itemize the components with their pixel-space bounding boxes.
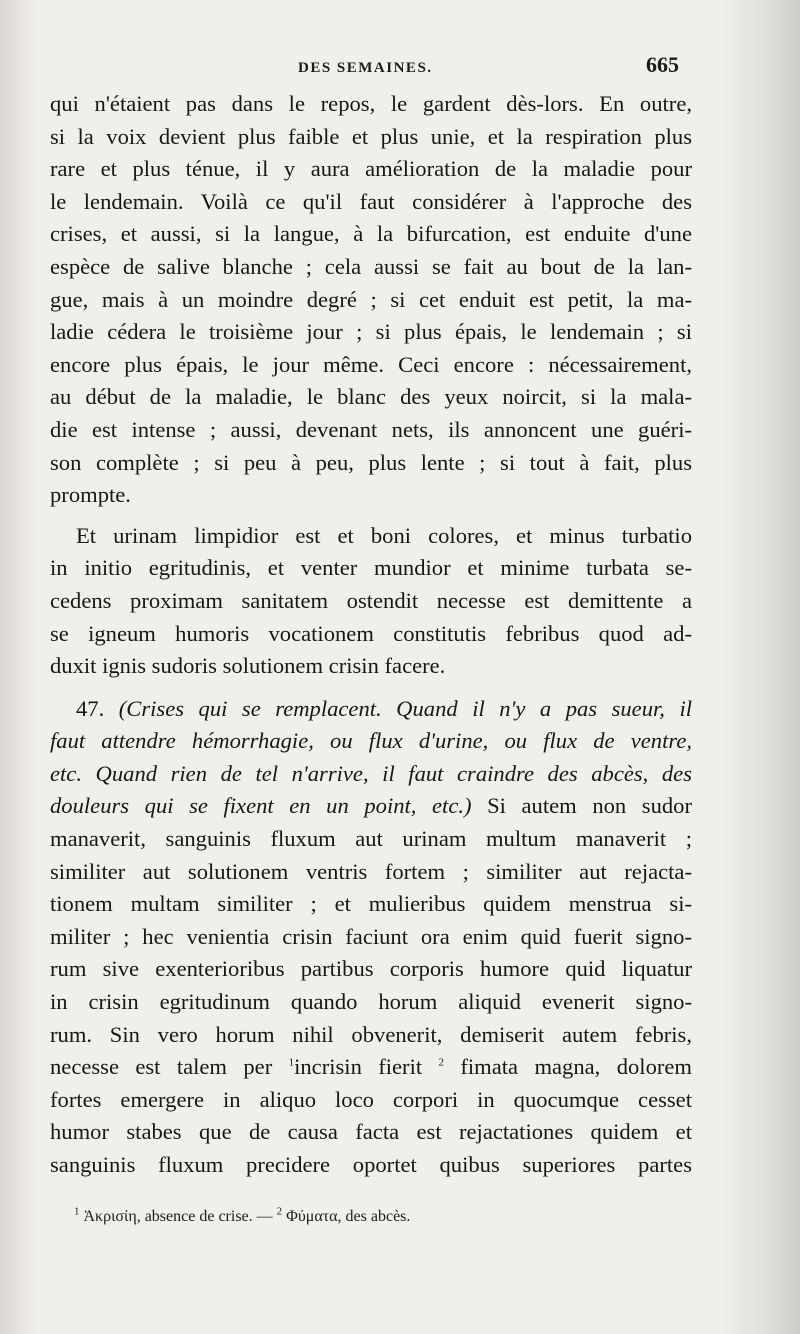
text-line: prompte. (50, 482, 131, 508)
footnote-1-text: absence de crise. — (140, 1208, 277, 1225)
footnote-1-mark: 1 (74, 1205, 80, 1218)
page-right-shadow (720, 0, 800, 1334)
text-run: necesse est talem per (50, 1054, 289, 1080)
paragraph-latin-text (50, 520, 692, 683)
text-line: espèce de salive blanche ; cela aussi se fait au bout de la lan- (50, 253, 692, 279)
section-47-first-line (50, 693, 692, 726)
text-run: fimata magna, dolorem (444, 1054, 692, 1080)
italic-summary-line: (Crises qui se remplacent. Quand il n'y a pas sueur, il (118, 695, 692, 721)
text-line: rum. Sin vero horum nihil obvenerit, demiserit autem febris, (50, 1021, 692, 1047)
text-line: manaverit, sanguinis fluxum aut urinam multum manaverit ; (50, 826, 692, 852)
footnote-2-term: Φύματα, (286, 1208, 342, 1225)
text-line: crises, et aussi, si la langue, à la bifurcation, est enduite d'une (50, 221, 692, 247)
text-line: similiter aut solutionem ventris fortem ; similiter aut rejacta- (50, 858, 692, 884)
footnote-2-mark: 2 (276, 1205, 283, 1218)
text-line: gue, mais à un moindre degré ; si cet enduit est petit, la ma- (50, 286, 692, 312)
paragraph-section-47 (50, 693, 692, 1182)
text-line: sanguinis fluxum precidere oportet quibus superiores partes (50, 1152, 692, 1177)
text-line: son complète ; si peu à peu, plus lente ; si tout à fait, plus (50, 449, 692, 475)
text-line: se igneum humoris vocationem constitutis febribus quod ad- (50, 620, 692, 646)
page-header (0, 52, 800, 86)
mixed-line (50, 790, 692, 823)
text-line: fortes emergere in aliquo loco corpori in quocumque cesset (50, 1086, 692, 1112)
italic-summary-line: etc. Quand rien de tel n'arrive, il faut craindre des abcès, des (50, 760, 692, 786)
latin-start: Si autem non sudor (471, 793, 692, 819)
text-line: encore plus épais, le jour même. Ceci encore : nécessairement, (50, 351, 692, 377)
paragraph-french-translation (50, 88, 692, 512)
text-line: si la voix devient plus faible et plus unie, et la respiration plus (50, 123, 692, 149)
text-line: die est intense ; aussi, devenant nets, ils annoncent une guéri- (50, 416, 692, 442)
text-line: rum sive exenterioribus partibus corporis humore quid liquatur (50, 956, 692, 982)
running-head: DES SEMAINES. (298, 60, 433, 76)
text-line: qui n'étaient pas dans le repos, le gardent dès-lors. En outre, (50, 91, 692, 116)
text-line: au début de la maladie, le blanc des yeux noircit, si la mala- (50, 384, 692, 410)
text-line: Et urinam limpidior est et boni colores, et minus turbatio (76, 522, 692, 548)
text-line: cedens proximam sanitatem ostendit necesse est demittente a (50, 587, 692, 613)
text-line: militer ; hec venientia crisin faciunt ora enim quid fuerit signo- (50, 923, 692, 949)
page-number: 665 (646, 52, 679, 77)
body-text (50, 88, 692, 1182)
text-line: duxit ignis sudoris solutionem crisin facere. (50, 653, 446, 679)
italic-summary-end: douleurs qui se fixent en un point, etc.) (50, 793, 472, 819)
footnote-mark-2[interactable]: 2 (438, 1056, 445, 1069)
page-left-shadow (0, 0, 38, 1334)
footnote-mark-1[interactable]: 1 (288, 1056, 295, 1069)
text-line: le lendemain. Voilà ce qu'il faut considérer à l'approche des (50, 188, 692, 214)
section-number: 47. (76, 695, 105, 721)
text-line: in initio egritudinis, et venter mundior et minime turbata se- (50, 555, 692, 581)
line-with-footnote-marks (50, 1051, 692, 1084)
footnote-2-text: des abcès. (341, 1208, 411, 1225)
footnote-1-term: Ἀκρισίη, (83, 1208, 141, 1225)
text-line: ladie cédera le troisième jour ; si plus épais, le lendemain ; si (50, 319, 692, 345)
italic-summary-line: faut attendre hémorrhagie, ou flux d'urine, ou flux de ventre, (50, 728, 692, 754)
text-line: humor stabes que de causa facta est rejactationes quidem et (50, 1119, 692, 1145)
footnotes (74, 1205, 411, 1226)
text-line: tionem multam similiter ; et mulieribus quidem menstrua si- (50, 891, 692, 917)
text-line: rare et plus ténue, il y aura amélioration de la maladie pour (50, 156, 692, 182)
text-run: incrisin fierit (294, 1054, 439, 1080)
text-line: in crisin egritudinum quando horum aliquid evenerit signo- (50, 989, 692, 1015)
